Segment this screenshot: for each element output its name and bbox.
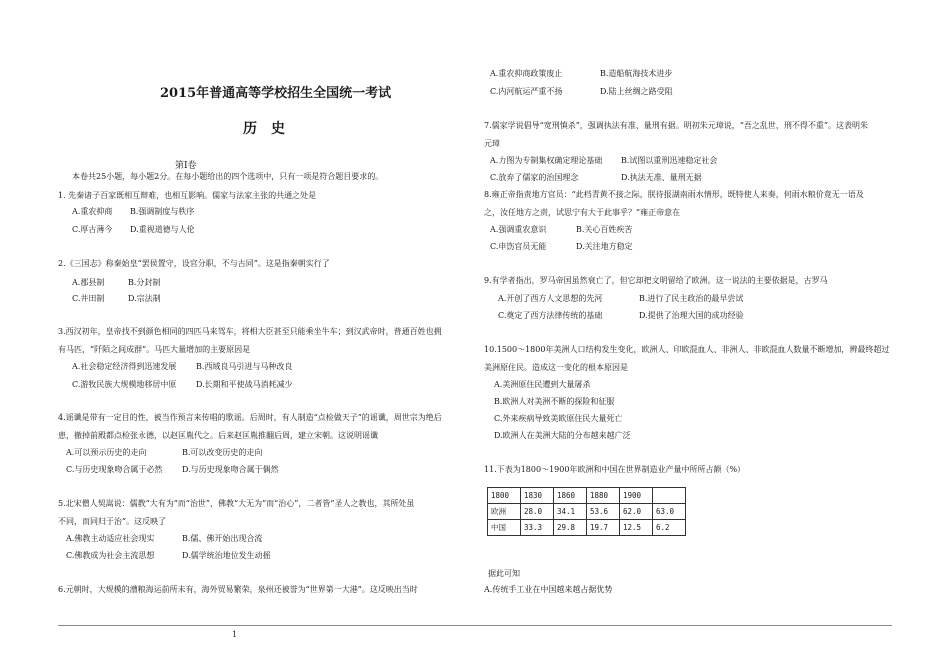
- option: B.西域良马引进与马种改良: [196, 362, 293, 371]
- option: A.力图为专制集权确定理论基础: [490, 156, 603, 165]
- option: D.陆上丝绸之路受阻: [600, 87, 673, 96]
- table-cell: 28.0: [521, 504, 554, 520]
- question-stem: 不同，而同归于治”。这反映了: [58, 517, 167, 526]
- question-stem: 之，汝任地方之责，试思宁有大于此事乎？”雍正帝意在: [484, 208, 681, 217]
- option: D.欧洲人在美洲大陆的分布越来越广泛: [494, 431, 631, 440]
- question-stem: 9.有学者指出，罗马帝国虽然衰亡了，但它却把文明留给了欧洲。这一说法的主要依据是，古罗马: [484, 276, 828, 285]
- option: D.长期和平使战马消耗减少: [196, 380, 293, 389]
- option: B.可以改变历史的走向: [182, 448, 263, 457]
- option: B.造船航海技术进步: [600, 69, 673, 78]
- option: B.关心百姓疾苦: [576, 225, 633, 234]
- table-cell: 19.7: [587, 520, 620, 536]
- option: C.厚古薄今: [72, 225, 113, 234]
- table-cell: 63.0: [653, 504, 686, 520]
- option: C.内河航运严重不扬: [490, 87, 563, 96]
- subject-title: 历史: [243, 121, 299, 137]
- question-stem: 4.谣谶是带有一定目的性，被当作预言来传唱的歌谣。后周时，有人制造“点检做天子”的谣谶，周世宗为绝后: [58, 413, 442, 422]
- table-cell: 1860: [554, 488, 587, 504]
- question-stem: 2.《三国志》称秦始皇“罢侯置守，设官分职，不与古同”。这是指秦朝实行了: [58, 259, 330, 268]
- option: D.宗法制: [128, 294, 161, 303]
- option: C.外来疾病导致美欧原住民大量死亡: [494, 414, 623, 423]
- option: A.郡县制: [72, 278, 105, 287]
- footer-rule: [58, 625, 892, 626]
- option: A.强调重农意识: [490, 225, 547, 234]
- question-stem: 1. 先秦诸子百家既相互辩难，也相互影响。儒家与法家主张的共通之处是: [58, 191, 317, 200]
- table-row: [488, 488, 686, 504]
- question-stem: 6.元朝时，大规模的漕粮海运前所未有，海外贸易繁荣，泉州还被誉为“世界第一大港”。这反映出当时: [58, 585, 418, 594]
- option: C.游牧民族大规模地移居中原: [72, 380, 177, 389]
- exam-title: 2015年普通高等学校招生全国统一考试: [160, 86, 392, 101]
- option: A.传统手工业在中国越来越占据优势: [484, 585, 613, 594]
- table-cell: 欧洲: [488, 504, 521, 520]
- section-title: 第Ⅰ卷: [175, 161, 197, 171]
- question-stem: 8.雍正帝指责地方官员：“此档青黄不接之际，朕待报湖南雨水情形，既特使人来奏，何雨水粮价竟无一语及: [484, 190, 864, 199]
- option: A.佛教主动适应社会现实: [66, 534, 155, 543]
- question-stem: 元璋: [484, 139, 500, 148]
- table-cell: 34.1: [554, 504, 587, 520]
- option: A.可以预示历史的走向: [66, 448, 147, 457]
- question-stem: 5.北宋僧人契嵩说：儒教“大有为”而“治世”，佛教“大无为”而“治心”，二者皆“圣人之教也，其所处虽: [58, 499, 415, 508]
- option: B.儒、佛开始出现合流: [182, 534, 263, 543]
- question-stem: 11.下表为1800～1900年欧洲和中国在世界制造业产量中所所占额（%）: [484, 465, 746, 474]
- manufacturing-share-table: [487, 487, 686, 536]
- option: C.井田制: [72, 294, 105, 303]
- option: C.奠定了西方法律传统的基础: [498, 311, 603, 320]
- table-cell: 中国: [488, 520, 521, 536]
- table-row: [488, 520, 686, 536]
- option: D.与历史现象吻合属于偶然: [182, 465, 279, 474]
- option: C.与历史现象吻合属于必然: [66, 465, 163, 474]
- option: A.重农抑商政策废止: [490, 69, 563, 78]
- question-stem: 有马匹，“阡陌之间成群”。马匹大量增加的主要原因是: [58, 345, 251, 354]
- option: D.儒学统治地位发生动摇: [182, 551, 271, 560]
- table-cell: 6.2: [653, 520, 686, 536]
- option: B.分封制: [128, 278, 161, 287]
- table-cell: 29.8: [554, 520, 587, 536]
- option: C.佛教成为社会主流思想: [66, 551, 155, 560]
- table-cell: 33.3: [521, 520, 554, 536]
- question-stem: 7.儒家学说倡导“宽刑慎杀”，强调执法有准、量刑有据。明初朱元璋说，“吾之乱世，刑不得不重”。这表明朱: [484, 121, 868, 130]
- option: B.欧洲人对美洲不断的探险和征服: [494, 397, 615, 406]
- option: D.关注地方稳定: [576, 242, 633, 251]
- table-cell: 1830: [521, 488, 554, 504]
- table-cell: 1900: [620, 488, 653, 504]
- table-cell: 53.6: [587, 504, 620, 520]
- option: C.放弃了儒家的治国理念: [490, 173, 579, 182]
- option: C.申饬官员无能: [490, 242, 547, 251]
- table-cell: 62.0: [620, 504, 653, 520]
- option: D.执法无准、量刑无据: [621, 173, 702, 182]
- option: B.试图以重刑迅速稳定社会: [621, 156, 718, 165]
- option: A.开创了西方人文思想的先河: [498, 294, 603, 303]
- table-cell: 1800: [488, 488, 521, 504]
- question-stem: 10.1500～1800年美洲人口结构发生变化，欧洲人、印欧混血人、非洲人、非欧混血人数量不断增加，辨最终超过: [484, 345, 890, 354]
- option: A.社会稳定经济得到迅速发展: [72, 362, 177, 371]
- question-stem: 3.西汉初年，皇帝找不到颜色相同的四匹马来驾车，将相大臣甚至只能乘坐牛车；到汉武帝时，普通百姓也拥: [58, 327, 442, 336]
- table-cell: [653, 488, 686, 504]
- table-cell: 1880: [587, 488, 620, 504]
- option: B.强调制度与秩序: [130, 207, 195, 216]
- option: B.进行了民主政治的最早尝试: [639, 294, 744, 303]
- instructions: 本卷共25小题，每小题2分。在每小题给出的四个选项中，只有一项是符合题目要求的。: [72, 172, 384, 181]
- question-stem: 美洲原住民。造成这一变化的根本原因是: [484, 363, 628, 372]
- table-row: [488, 504, 686, 520]
- option: A.美洲原住民遭到大量屠杀: [494, 380, 591, 389]
- question-stem: 患，撤掉前殿都点检张永德，以赵匡胤代之。后来赵匡胤推翻后周，建立宋朝。这说明谣谶: [58, 431, 378, 440]
- table-cell: 12.5: [620, 520, 653, 536]
- option: D.重视道德与人伦: [130, 225, 195, 234]
- page-number: 1: [232, 630, 238, 639]
- after-table-lead: 据此可知: [488, 569, 520, 578]
- option: A.重农抑商: [72, 207, 113, 216]
- option: D.提供了治理大国的成功经验: [639, 311, 744, 320]
